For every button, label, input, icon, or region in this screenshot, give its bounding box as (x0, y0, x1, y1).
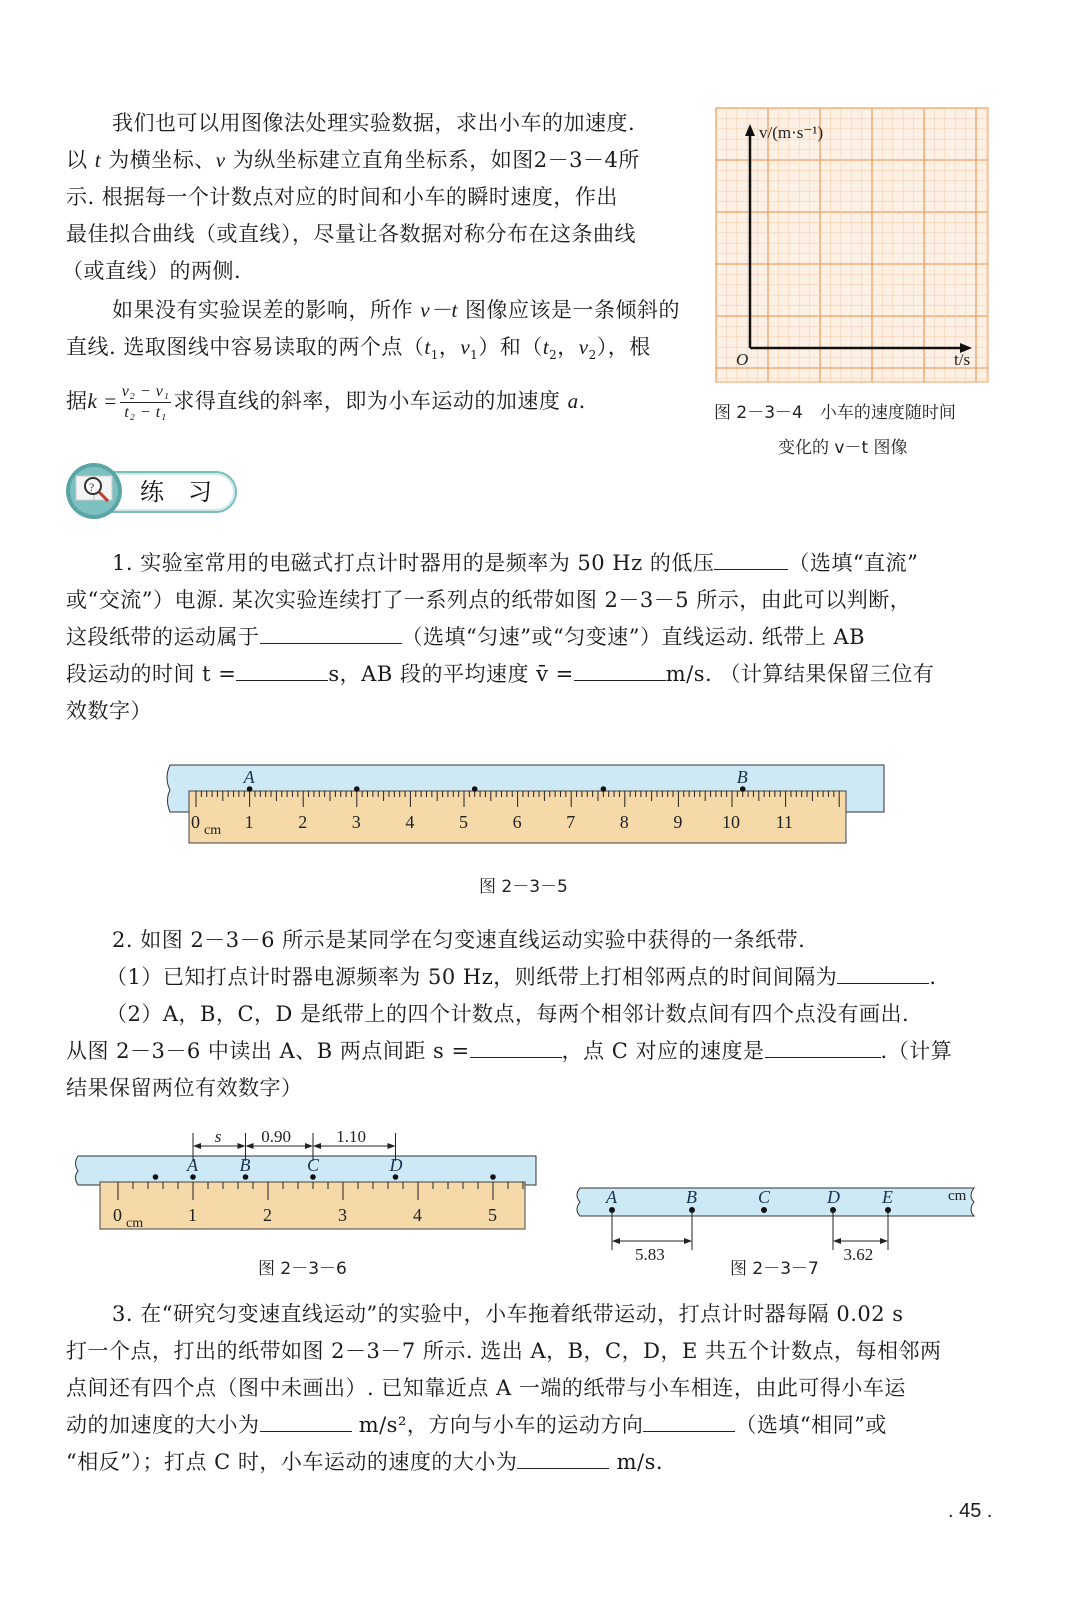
tape-dot (243, 1174, 249, 1180)
text: 图像应该是一条倾斜的 (457, 298, 681, 322)
text: m/s. (616, 1450, 664, 1474)
dimension-label: 3.62 (843, 1245, 874, 1264)
q3-line3: 点间还有四个点（图中未画出）. 已知靠近点 A 一端的纸带与小车相连，由此可得小车运 (66, 1376, 906, 1400)
tape-dot (153, 1174, 159, 1180)
q2-line1: 2. 如图 2－3－6 所示是某同学在匀变速直线运动实验中获得的一条纸带. (112, 928, 806, 952)
text: . (578, 389, 586, 413)
text: .（计算 (880, 1039, 953, 1063)
dimension-arrow-icon (193, 1143, 201, 1149)
text: “相反”）；打点 C 时，小车运动的速度的大小为 (66, 1450, 518, 1474)
text: ）和（ (478, 335, 543, 359)
tape-dot (190, 1174, 196, 1180)
tape-dot-label: A (187, 1155, 198, 1175)
q1-line5: 效数字） (66, 699, 152, 723)
text: （1）已知打点计时器电源频率为 50 Hz，则纸带上打相邻两点的时间间隔为 (106, 965, 838, 989)
text: 如果没有实验误差的影响，所作 (112, 298, 421, 322)
tape-dot-label: C (307, 1155, 320, 1175)
tape-dot (393, 1174, 399, 1180)
q1-answer-blank-3[interactable] (236, 656, 328, 681)
slope-fraction (120, 382, 172, 423)
ruler-tick-label: 6 (512, 812, 522, 832)
vt-graph-paper (716, 108, 988, 382)
ruler-tick-label: 11 (775, 812, 793, 832)
q3-answer-blank-1[interactable] (260, 1407, 352, 1432)
practice-section-badge (64, 462, 240, 520)
svg-text:?: ? (89, 480, 95, 494)
text: ），根 (596, 335, 651, 359)
ruler (100, 1182, 525, 1229)
magnifier-question-book-icon (76, 476, 112, 501)
grid-background (716, 108, 988, 382)
text: （选填“相同”或 (735, 1413, 887, 1437)
figure-2-3-4-caption-line1: 图 2－3－4 小车的速度随时间 (714, 403, 956, 423)
tape-dot (740, 786, 746, 792)
ruler-tick-label: 1 (188, 1205, 197, 1225)
text: 动的加速度的大小为 (66, 1413, 260, 1437)
tape-dot-label: A (243, 767, 255, 787)
q2-line4 (66, 1033, 952, 1070)
dimension-label: 5.83 (635, 1245, 665, 1264)
intro-para2-line2: 直线. 选取图线中容易读取的两个点（$t_1$，$v_1$）和（$t_2$，$v_2$），根 (66, 335, 651, 363)
text: 求得直线的斜率，即为小车运动的加速度 (173, 389, 568, 413)
dimension-label: 0.90 (261, 1127, 291, 1146)
tape-dot (601, 786, 607, 792)
intro-line-2-text: 以 t 为横坐标、v 为纵坐标建立直角坐标系，如图2－3－4所 (66, 148, 640, 172)
dimension-label: 1.10 (336, 1127, 366, 1146)
q2-line2: （1）已知打点计时器电源频率为 50 Hz，则纸带上打相邻两点的时间间隔为 . (106, 959, 937, 996)
paper-tape (76, 1156, 537, 1185)
q2-line3: （2）A，B，C，D 是纸带上的四个计数点，每两个相邻计数点间有四个点没有画出. (106, 1002, 910, 1026)
tape-dot-label: D (827, 1187, 840, 1207)
q1-answer-blank-1[interactable] (714, 545, 788, 570)
dimension-arrow-icon (388, 1143, 396, 1149)
ruler-tick-label: 7 (566, 812, 576, 832)
figure-2-3-6-tape-ruler (70, 1125, 550, 1235)
ruler-unit-label: cm (126, 1216, 144, 1231)
tape-dot (310, 1174, 316, 1180)
dimension-arrow-icon (833, 1238, 841, 1244)
page-number: . 45 . (948, 1500, 993, 1522)
intro-line-3: 示. 根据每一个计数点对应的时间和小车的瞬时速度，作出 (66, 185, 618, 209)
figure-2-3-4-caption-line2: 变化的 v－t 图像 (778, 438, 908, 458)
q1-line2: 或“交流”）电源. 某次实验连续打了一系列点的纸带如图 2－3－5 所示，由此可以判断， (66, 588, 912, 612)
tape-dot-label: B (736, 767, 748, 787)
text: 从图 2－3－6 中读出 A、B 两点间距 s = (66, 1039, 470, 1063)
tape-dot-label: B (239, 1155, 251, 1175)
text: m/s. （计算结果保留三位有 (665, 662, 935, 686)
intro-line-5: （或直线）的两侧. (62, 259, 242, 283)
x-axis-label: t/s (954, 350, 971, 369)
dimension-arrow-icon (880, 1238, 888, 1244)
figure-2-3-5-tape-ruler (160, 760, 890, 850)
ruler-tick-label: 9 (673, 812, 683, 832)
ruler-unit-label: cm (204, 823, 222, 838)
figure-2-3-6-caption: 图 2－3－6 (258, 1259, 347, 1279)
text: （选填“匀速”或“匀变速”）直线运动. 纸带上 AB (401, 625, 866, 649)
tape-dot-label: C (758, 1187, 771, 1207)
fraction-numerator: v₂ − v₁ (120, 382, 172, 403)
q1-answer-blank-2[interactable] (260, 619, 402, 644)
ruler-tick-label: 5 (459, 812, 468, 832)
figure-2-3-5-caption: 图 2－3－5 (479, 877, 568, 897)
tape-dot (354, 786, 360, 792)
ruler-tick-label: 1 (244, 812, 254, 832)
intro-line-4: 最佳拟合曲线（或直线），尽量让各数据对称分布在这条曲线 (66, 222, 636, 246)
ruler-tick-label: 10 (722, 812, 740, 832)
q3-line2: 打一个点，打出的纸带如图 2－3－7 所示. 选出 A，B，C，D，E 共五个计数点，每相邻两 (66, 1339, 942, 1363)
dimension-arrow-icon (612, 1238, 620, 1244)
unit-label: cm (948, 1188, 967, 1204)
ruler-tick-label: 2 (263, 1205, 272, 1225)
dimension-arrow-icon (305, 1143, 313, 1149)
dimension-arrow-icon (313, 1143, 321, 1149)
ruler-tick-label: 8 (619, 812, 629, 832)
q1-line3 (66, 619, 865, 656)
q2-answer-blank-3[interactable] (765, 1033, 881, 1058)
slope-formula-line (66, 382, 586, 423)
intro-para2-line1 (112, 292, 680, 329)
a-symbol: a (567, 389, 579, 413)
q2-answer-blank-1[interactable] (837, 959, 929, 984)
text: 直线. 选取图线中容易读取的两个点（ (66, 335, 425, 359)
origin-label: O (736, 350, 749, 369)
ruler-tick-label: 0 (113, 1205, 122, 1225)
figure-2-3-7-tape (570, 1150, 990, 1264)
text: 段运动的时间 t = (66, 662, 237, 686)
grid (716, 108, 988, 382)
intro-line-1: 我们也可以用图像法处理实验数据，求出小车的加速度. (112, 111, 636, 135)
text: 据 (66, 389, 88, 413)
k-symbol: k = (87, 389, 118, 413)
tape-dot (472, 786, 478, 792)
tape-dot (247, 786, 253, 792)
dimension-arrow-icon (238, 1143, 246, 1149)
q3-answer-blank-2[interactable] (643, 1407, 735, 1432)
tape-dot (490, 1174, 496, 1180)
tape-dot-label: D (389, 1155, 403, 1175)
text: m/s²，方向与小车的运动方向 (358, 1413, 644, 1437)
dimension-label: s (214, 1127, 222, 1146)
text: （选填“直流” (788, 551, 919, 575)
q1-line1 (112, 545, 918, 582)
ruler-tick-label: 3 (351, 812, 361, 832)
text: 1. 实验室常用的电磁式打点计时器用的是频率为 50 Hz 的低压 (112, 551, 715, 575)
q1-answer-blank-4[interactable] (574, 656, 666, 681)
tape-dot-label: E (882, 1187, 893, 1207)
text: s，AB 段的平均速度 v̄ = (328, 662, 574, 686)
q1-line4 (66, 656, 934, 693)
ruler-tick-label: 0 (191, 812, 200, 832)
ruler-tick-label: 3 (338, 1205, 347, 1225)
ruler-tick-label: 5 (488, 1205, 497, 1225)
q2-answer-blank-2[interactable] (470, 1033, 562, 1058)
q2-line5: 结果保留两位有效数字） (66, 1076, 303, 1100)
text: 这段纸带的运动属于 (66, 625, 260, 649)
vt-symbol: v－t (420, 298, 458, 322)
ruler-tick-label: 4 (413, 1205, 422, 1225)
q3-answer-blank-3[interactable] (517, 1444, 609, 1469)
figure-2-3-7-caption: 图 2－3－7 (730, 1259, 819, 1279)
tape-dot (761, 1207, 767, 1213)
badge-label: 练 习 (140, 478, 212, 506)
dimension-arrow-icon (684, 1238, 692, 1244)
fraction-denominator: t₂ − t₁ (124, 404, 167, 421)
ruler-tick-label: 2 (298, 812, 308, 832)
dimension-arrow-icon (246, 1143, 254, 1149)
ruler-tick-label: 4 (405, 812, 415, 832)
paper-tape (577, 1188, 974, 1216)
tape-dot-label: B (686, 1187, 697, 1207)
y-axis-label: v/(m·s⁻¹) (759, 123, 824, 142)
tape-dot-label: A (606, 1187, 617, 1207)
q3-line5 (66, 1444, 663, 1481)
intro-line-2 (66, 142, 640, 179)
q3-line4 (66, 1407, 887, 1444)
text: ，点 C 对应的速度是 (561, 1039, 765, 1063)
q3-line1: 3. 在“研究匀变速直线运动”的实验中，小车拖着纸带运动，打点计时器每隔 0.02 s (112, 1302, 904, 1326)
